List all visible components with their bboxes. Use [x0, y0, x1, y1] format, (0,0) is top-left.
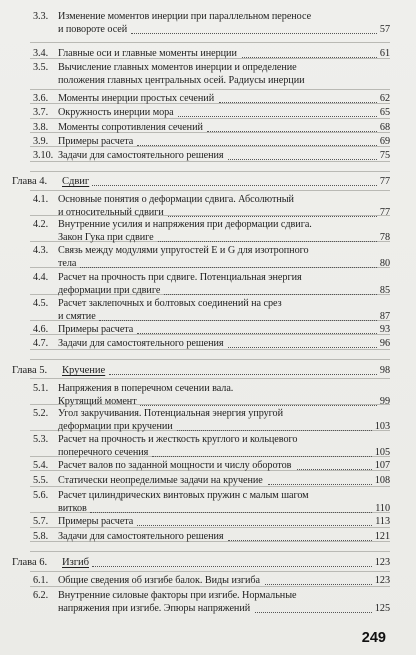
- entry-title: Задачи для самостоятельного решения: [58, 150, 224, 161]
- section-number: 5.3.: [33, 434, 49, 445]
- dot-leader: [90, 512, 372, 513]
- entry-title: положения главных центральных осей. Радиусы инерции: [58, 74, 305, 86]
- entry-title: Крутящий момент: [58, 395, 137, 407]
- page-ref: 78: [379, 231, 390, 243]
- section-number: 5.7.: [33, 516, 49, 527]
- dot-leader: [137, 333, 377, 334]
- dot-leader: [137, 525, 372, 526]
- chapter-entry[interactable]: [0, 176, 390, 189]
- page-ref: 121: [374, 531, 390, 542]
- entry-title: Моменты сопротивления сечений: [58, 122, 203, 133]
- section-number: 4.7.: [33, 338, 49, 349]
- entry-title: Расчет цилиндрических винтовых пружин с малым шагом: [58, 490, 309, 501]
- entry-title: Примеры расчета: [58, 324, 134, 335]
- page-ref: 75: [379, 150, 390, 161]
- section-number: 4.3.: [33, 245, 49, 256]
- page-ref: 77: [379, 176, 390, 187]
- section-number: 3.8.: [33, 122, 49, 133]
- entry-title: Изгиб: [62, 557, 89, 568]
- entry-title: Расчет валов по заданной мощности и числу оборотов: [58, 460, 292, 471]
- entry-title: Вычисление главных моментов инерции и определение: [58, 62, 297, 73]
- section-entry[interactable]: [0, 516, 390, 529]
- page-ref: 110: [375, 502, 390, 514]
- entry-title: Кручение: [62, 365, 106, 376]
- chapter-entry[interactable]: [0, 557, 390, 570]
- entry-title: Связь между модулями упругостей E и G для изотропного: [58, 245, 309, 256]
- section-entry[interactable]: [0, 408, 390, 433]
- entry-title: Общие сведения об изгибе балок. Виды изгиба: [58, 575, 260, 586]
- section-number: 3.9.: [33, 136, 49, 147]
- dot-leader: [228, 540, 371, 541]
- entry-title: Расчет заклепочных и болтовых соединений на срез: [58, 298, 282, 309]
- entry-title: Закон Гука при сдвиге: [58, 231, 154, 243]
- dot-leader: [158, 241, 377, 242]
- page-ref: 69: [379, 136, 390, 147]
- section-number: 4.1.: [33, 194, 49, 205]
- page-ref: 80: [379, 257, 390, 269]
- section-entry[interactable]: [0, 245, 390, 270]
- page-ref: 108: [374, 475, 390, 486]
- page-ref: 68: [379, 122, 390, 133]
- section-number: 5.8.: [33, 531, 49, 542]
- section-entry[interactable]: [0, 62, 390, 87]
- section-entry[interactable]: [0, 324, 390, 337]
- section-number: 5.5.: [33, 475, 49, 486]
- dot-leader: [131, 33, 377, 34]
- entry-title: тела: [58, 257, 77, 269]
- section-entry[interactable]: [0, 475, 390, 488]
- page-ref: 113: [375, 516, 390, 527]
- page-ref: 93: [379, 324, 390, 335]
- section-entry[interactable]: [0, 93, 390, 106]
- section-entry[interactable]: [0, 490, 390, 515]
- dot-leader: [228, 347, 376, 348]
- section-number: 6.2.: [33, 590, 49, 601]
- entry-title: Сдвиг: [62, 176, 90, 187]
- page-ref: 103: [374, 420, 390, 432]
- chapter-number: Глава 4.: [12, 176, 48, 187]
- dot-leader: [219, 102, 377, 103]
- entry-title: Задачи для самостоятельного решения: [58, 531, 224, 542]
- entry-title: деформации при кручении: [58, 420, 173, 432]
- section-number: 5.4.: [33, 460, 49, 471]
- entry-title: напряжения при изгибе. Эпюры напряжений: [58, 602, 251, 614]
- dot-leader: [152, 456, 371, 457]
- page-ref: 65: [379, 107, 390, 118]
- chapter-entry[interactable]: [0, 365, 390, 378]
- section-entry[interactable]: [0, 383, 390, 408]
- section-number: 4.4.: [33, 272, 49, 283]
- page-ref: 96: [379, 338, 390, 349]
- page-ref: 87: [379, 310, 390, 322]
- dot-leader: [297, 469, 372, 470]
- section-entry[interactable]: [0, 338, 390, 351]
- section-entry[interactable]: [0, 107, 390, 120]
- dot-leader: [177, 430, 372, 431]
- section-number: 3.6.: [33, 93, 49, 104]
- dot-leader: [178, 116, 377, 117]
- page-ref: 123: [374, 575, 390, 586]
- chapter-number: Глава 6.: [12, 557, 48, 568]
- page-ref: 77: [379, 206, 390, 218]
- row-divider: [30, 571, 390, 572]
- dot-leader: [242, 57, 377, 58]
- page-ref: 99: [379, 395, 390, 407]
- entry-title: Статически неопределимые задачи на кручение: [58, 475, 263, 486]
- dot-leader: [137, 145, 377, 146]
- entry-title: Расчет на прочность и жесткость круглого и кольцевого: [58, 434, 298, 445]
- entry-title: поперечного сечения: [58, 446, 149, 458]
- section-entry[interactable]: [0, 298, 390, 323]
- entry-title: деформации при сдвиге: [58, 284, 161, 296]
- entry-title: Примеры расчета: [58, 516, 134, 527]
- page-ref: 62: [379, 93, 390, 104]
- row-divider: [30, 190, 390, 191]
- entry-title: Изменение моментов инерции при параллельном переносе: [58, 11, 312, 22]
- section-entry[interactable]: [0, 434, 390, 459]
- entry-title: и относительный сдвиги: [58, 206, 164, 218]
- dot-leader: [255, 612, 372, 613]
- section-entry[interactable]: [0, 194, 390, 219]
- page-number: 249: [361, 630, 386, 646]
- page-ref: 125: [374, 602, 390, 614]
- page-ref: 123: [374, 557, 390, 568]
- row-divider: [30, 171, 390, 172]
- section-number: 3.10.: [33, 150, 54, 161]
- section-number: 4.2.: [33, 219, 49, 230]
- section-number: 6.1.: [33, 575, 49, 586]
- section-number: 5.2.: [33, 408, 49, 419]
- section-entry[interactable]: [0, 150, 390, 163]
- section-number: 5.6.: [33, 490, 49, 501]
- page-ref: 105: [374, 446, 390, 458]
- section-entry[interactable]: [0, 590, 390, 615]
- row-divider: [30, 89, 390, 90]
- row-divider: [30, 359, 390, 360]
- entry-title: Внутренние силовые факторы при изгибе. Нормальные: [58, 590, 297, 601]
- section-entry[interactable]: [0, 11, 390, 36]
- chapter-number: Глава 5.: [12, 365, 48, 376]
- section-number: 4.5.: [33, 298, 49, 309]
- entry-title: витков: [58, 502, 87, 514]
- page-ref: 98: [379, 365, 390, 376]
- dot-leader: [168, 216, 377, 217]
- entry-title: Угол закручивания. Потенциальная энергия упругой: [58, 408, 284, 419]
- section-entry[interactable]: [0, 136, 390, 149]
- dot-leader: [228, 159, 376, 160]
- section-number: 3.3.: [33, 11, 49, 22]
- section-entry[interactable]: [0, 48, 390, 61]
- entry-title: Внутренние усилия и напряжения при деформации сдвига.: [58, 219, 312, 230]
- section-number: 3.5.: [33, 62, 49, 73]
- entry-title: Основные понятия о деформации сдвига. Абсолютный: [58, 194, 294, 205]
- section-number: 3.4.: [33, 48, 49, 59]
- entry-title: Расчет на прочность при сдвиге. Потенциальная энергия: [58, 272, 302, 283]
- dot-leader: [109, 374, 377, 375]
- dot-leader: [207, 131, 376, 132]
- section-number: 3.7.: [33, 107, 49, 118]
- section-entry[interactable]: [0, 575, 390, 588]
- entry-title: Окружность инерции мора: [58, 107, 174, 118]
- page-ref: 85: [379, 284, 390, 296]
- section-entry[interactable]: [0, 531, 390, 544]
- page-ref: 61: [379, 48, 390, 59]
- row-divider: [30, 378, 390, 379]
- entry-title: Главные оси и главные моменты инерции: [58, 48, 237, 59]
- section-entry[interactable]: [0, 219, 390, 244]
- dot-leader: [80, 267, 377, 268]
- page-ref: 57: [379, 23, 390, 35]
- section-entry[interactable]: [0, 460, 390, 473]
- dot-leader: [99, 320, 377, 321]
- page-ref: 107: [374, 460, 390, 471]
- section-entry[interactable]: [0, 122, 390, 135]
- entry-title: и смятие: [58, 310, 96, 322]
- dot-leader: [92, 566, 371, 567]
- dot-leader: [268, 484, 372, 485]
- dot-leader: [140, 405, 376, 406]
- row-divider: [30, 551, 390, 552]
- dot-leader: [92, 185, 376, 186]
- entry-title: Моменты инерции простых сечений: [58, 93, 215, 104]
- entry-title: Напряжения в поперечном сечении вала.: [58, 383, 234, 394]
- entry-title: Примеры расчета: [58, 136, 134, 147]
- section-entry[interactable]: [0, 272, 390, 297]
- dot-leader: [164, 294, 376, 295]
- section-number: 5.1.: [33, 383, 49, 394]
- section-number: 4.6.: [33, 324, 49, 335]
- entry-title: Задачи для самостоятельного решения: [58, 338, 224, 349]
- entry-title: и повороте осей: [58, 23, 128, 35]
- row-divider: [30, 42, 390, 43]
- dot-leader: [265, 584, 372, 585]
